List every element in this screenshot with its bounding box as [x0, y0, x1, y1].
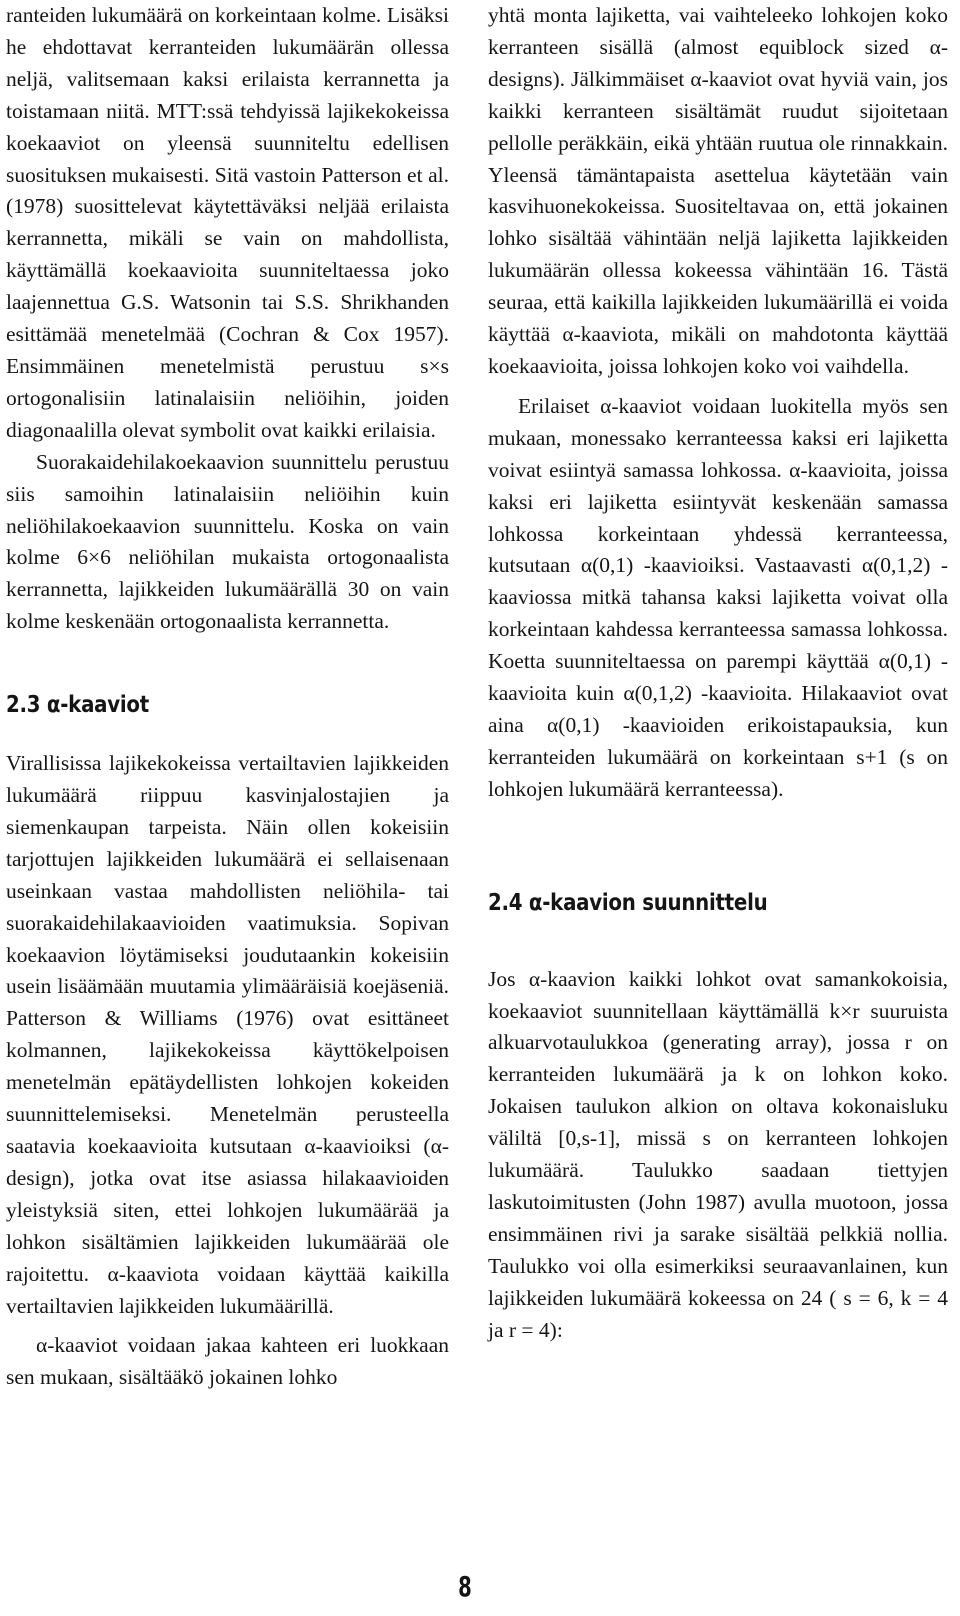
left-column	[6, 0, 449, 1394]
paragraph: Suorakaidehilakoekaavion suunnittelu perustuu siis samoihin latinalaisiin neliöihin kuin neliöhilakoekaavion suunnittelu. Koska on vain kolme 6×6 neliöhilan mukaista ortogonaalista kerrannetta, lajikkeiden lukumäärällä 30 on vain kolme keskenään ortogonaalista kerrannetta.	[6, 449, 449, 634]
paragraph: Jos α-kaavion kaikki lohkot ovat samankokoisia, koekaaviot suunnitellaan käyttämällä k×r suuruista alkuarvotaulukkoa (generating array), jossa r on kerranteiden lukumäärä ja k on lohkon koko. Jokaisen taulukon alkion on oltava kokonaisluku väliltä [0,s-1], missä s on kerranteen lohkojen lukumäärä. Taulukko saadaan tiettyjen laskutoimitusten (John 1987) avulla muotoon, jossa ensimmäinen rivi ja sarake sisältää pelkkiä nollia. Taulukko voi olla esimerkiksi seuraavanlainen, kun lajikkeiden lukumäärä kokeessa on 24 ( s = 6, k = 4 ja r = 4):	[488, 966, 948, 1342]
right-column	[488, 0, 948, 1347]
paragraph: ranteiden lukumäärä on korkeintaan kolme. Lisäksi he ehdottavat kerranteiden lukumäärän ollessa neljä, valitsemaan kaksi erilaista kerrannetta ja toistamaan niitä. MTT:ssä tehdyissä lajikekokeissa koekaaviot on yleensä suunniteltu edellisen suosituksen mukaisesti. Sitä vastoin Patterson et al. (1978) suosittelevat käytettäväksi neljää erilaista kerrannetta, mikäli se vain on mahdollista, käyttämällä koekaavioita suunniteltaessa joko laajennettua G.S. Watsonin tai S.S. Shrikhanden esittämää menetelmää (Cochran & Cox 1957). Ensimmäinen menetelmistä perustuu s×s ortogonalisiin latinalaisiin neliöihin, joiden diagonaalilla olevat symbolit ovat kaikki erilaisia.	[6, 3, 449, 442]
section-heading: 2.4 α-kaavion suunnittelu	[488, 889, 768, 916]
page-number: 8	[458, 1570, 472, 1603]
paragraph: Virallisissa lajikekokeissa vertailtavien lajikkeiden lukumäärä riippuu kasvinjalostajien ja siemenkaupan tarpeista. Näin ollen kokeisiin tarjottujen lajikkeiden lukumäärä ei sellaisenaan useinkaan vastaa mahdollisten neliöhila- tai suorakaidehilakaavioiden vaatimuksia. Sopivan koekaavion löytämiseksi joudutaankin kokeisiin usein lisäämään muutamia ylimääräisiä koejäseniä. Patterson & Williams (1976) ovat esittäneet kolmannen, lajikekokeissa käyttökelpoisen menetelmän epätäydellisten lohkojen kokeiden suunnittelemiseksi. Menetelmän perusteella saatavia koekaavioita kutsutaan α-kaavioiksi (α-design), jotka ovat itse asiassa hilakaavioiden yleistyksiä siten, ettei lohkojen lukumäärää ja lohkon sisältämien lajikkeiden lukumäärää ole rajoitettu. α-kaaviota voidaan käyttää kaikilla vertailtavien lajikkeiden lukumäärillä.	[6, 751, 449, 1318]
paragraph: Erilaiset α-kaaviot voidaan luokitella myös sen mukaan, monessako kerranteessa kaksi eri lajiketta voivat esiintyä samassa lohkossa. α-kaavioita, joissa kaksi eri lajiketta esiintyvät keskenään samassa lohkossa korkeintaan yhdessä kerranteessa, kutsutaan α(0,1) -kaavioiksi. Vastaavasti α(0,1,2) -kaaviossa mitkä tahansa kaksi lajiketta voivat olla korkeintaan kahdessa kerranteessa samassa lohkossa. Koetta suunniteltaessa on parempi käyttää α(0,1) -kaavioita kuin α(0,1,2) -kaavioita. Hilakaaviot ovat aina α(0,1) -kaavioiden erikoistapauksia, kun kerranteiden lukumäärä on korkeintaan s+1 (s on lohkojen lukumäärä kerranteessa).	[488, 393, 948, 801]
paragraph: yhtä monta lajiketta, vai vaihteleeko lohkojen koko kerranteen sisällä (almost equiblock sized α-designs). Jälkimmäiset α-kaaviot ovat hyviä vain, jos kaikki kerranteen sisältämät ruudut sijoitetaan pellolle peräkkäin, eikä yhtään ruutua ole rinnakkain. Yleensä tämäntapaista asettelua käytetään vain kasvihuonekokeissa. Suositeltavaa on, että jokainen lohko sisältää vähintään neljä lajiketta lajikkeiden lukumäärän ollessa kokeessa vähintään 16. Tästä seuraa, että kaikilla lajikkeiden lukumäärillä ei voida käyttää α-kaaviota, mikäli on mahdotonta käyttää koekaavioita, joissa lohkojen koko voi vaihdella.	[488, 3, 948, 378]
paragraph: α-kaaviot voidaan jakaa kahteen eri luokkaan sen mukaan, sisältääkö jokainen lohko	[6, 1333, 449, 1390]
section-heading: 2.3 α-kaaviot	[6, 692, 149, 719]
